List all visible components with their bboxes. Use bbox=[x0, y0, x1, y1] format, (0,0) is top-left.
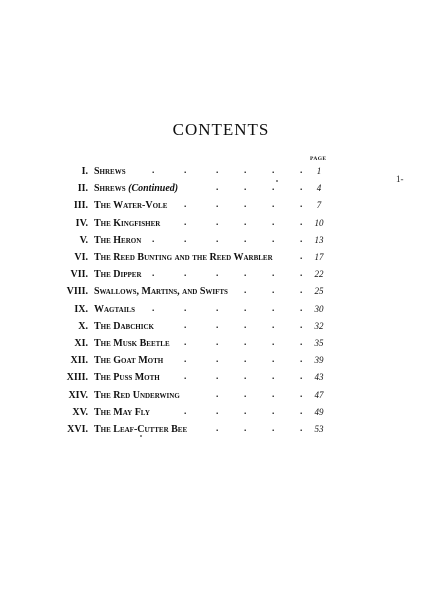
leader-dot: . bbox=[152, 269, 155, 280]
page-number: 4 bbox=[316, 183, 322, 194]
chapter-title bbox=[94, 215, 160, 232]
leader-dot: . bbox=[272, 217, 275, 228]
chapter-title bbox=[94, 318, 154, 335]
chapter-title bbox=[94, 232, 141, 249]
leader-dot: . bbox=[244, 406, 247, 417]
leader-dot: . bbox=[272, 303, 275, 314]
leader-dot: . bbox=[184, 355, 187, 366]
leader-dot: . bbox=[244, 166, 247, 176]
chapter-title-text: The Dipper bbox=[94, 269, 142, 281]
chapter-number: XIV. bbox=[68, 389, 88, 401]
chapter-title bbox=[94, 335, 170, 352]
chapter-number: VII. bbox=[70, 269, 88, 281]
toc-entry bbox=[0, 301, 442, 318]
leader-dot: . bbox=[272, 234, 275, 245]
leader-dot: . bbox=[272, 372, 275, 383]
leader-dot: . bbox=[300, 234, 303, 245]
chapter-number: VI. bbox=[74, 252, 88, 263]
chapter-number: VIII. bbox=[66, 286, 88, 298]
leader-dot: . bbox=[300, 406, 303, 417]
leader-dot: . bbox=[244, 320, 247, 331]
chapter-title-text: Shrews bbox=[94, 166, 126, 177]
leader-dot: . bbox=[244, 338, 247, 348]
leader-dot: . bbox=[272, 320, 275, 331]
leader-dot: . bbox=[272, 406, 275, 417]
chapter-number: XV. bbox=[72, 406, 88, 418]
leader-dot: . bbox=[300, 372, 303, 383]
leader-dot: . bbox=[184, 269, 187, 280]
chapter-title-text: The Goat Moth bbox=[94, 355, 164, 367]
leader-dot: . bbox=[300, 183, 303, 194]
chapter-title bbox=[94, 163, 126, 180]
chapter-number: II. bbox=[77, 183, 88, 195]
chapter-title-text: The Red Underwing bbox=[94, 389, 180, 401]
leader-dot: . bbox=[300, 166, 303, 176]
toc-entry bbox=[0, 163, 442, 180]
page-number: 53 bbox=[314, 424, 324, 434]
leader-dot: . bbox=[216, 303, 219, 314]
chapter-title bbox=[94, 352, 163, 369]
leader-dot: . bbox=[244, 303, 247, 314]
chapter-number: XI. bbox=[74, 338, 88, 349]
chapter-title bbox=[94, 387, 180, 404]
chapter-title bbox=[94, 301, 135, 318]
leader-dot: . bbox=[244, 372, 247, 383]
chapter-title-suffix: (Continued) bbox=[125, 183, 179, 195]
leader-dot: . bbox=[216, 217, 219, 228]
chapter-title bbox=[94, 369, 160, 386]
leader-dot: . bbox=[216, 166, 219, 176]
chapter-title bbox=[94, 180, 178, 197]
page-number: 47 bbox=[314, 389, 324, 400]
toc-entry bbox=[0, 266, 442, 283]
leader-dot: . bbox=[244, 183, 247, 194]
leader-dot: . bbox=[184, 303, 187, 314]
chapter-number: XIII. bbox=[66, 372, 88, 384]
page-number: 25 bbox=[314, 286, 324, 297]
toc-entry bbox=[0, 180, 442, 197]
page-number: 7 bbox=[316, 200, 322, 211]
leader-dot: . bbox=[272, 355, 275, 366]
leader-dot: . bbox=[216, 200, 219, 211]
leader-dot: . bbox=[300, 424, 303, 434]
leader-dot: . bbox=[244, 234, 247, 245]
chapter-number: IX. bbox=[74, 303, 88, 315]
chapter-title-text: The Dabchick bbox=[94, 320, 154, 332]
chapter-number: V. bbox=[79, 234, 88, 246]
leader-dot: . bbox=[184, 372, 187, 383]
leader-dot: . bbox=[216, 338, 219, 348]
leader-dot: . bbox=[272, 389, 275, 400]
page-number: 10 bbox=[314, 217, 324, 228]
toc-entry bbox=[0, 404, 442, 421]
toc-entry bbox=[0, 215, 442, 232]
leader-dot: . bbox=[152, 303, 155, 314]
chapter-title-text: The May Fly bbox=[94, 406, 150, 418]
chapter-title-text: The Puss Moth bbox=[94, 372, 160, 384]
page-number: 1 bbox=[316, 166, 322, 176]
leader-dot: . bbox=[184, 200, 187, 211]
leader-dot: . bbox=[244, 286, 247, 297]
chapter-title bbox=[94, 266, 142, 283]
chapter-title-text: Swallows, Martins, and Swifts bbox=[94, 286, 228, 298]
page-number: 43 bbox=[314, 372, 324, 383]
toc-entry bbox=[0, 249, 442, 266]
leader-dot: . bbox=[184, 338, 187, 348]
leader-dot: . bbox=[216, 183, 219, 194]
leader-dot: . bbox=[300, 286, 303, 297]
chapter-number: I. bbox=[81, 166, 88, 177]
leader-dot: . bbox=[272, 338, 275, 348]
leader-dot: . bbox=[184, 320, 187, 331]
leader-dot: . bbox=[300, 389, 303, 400]
leader-dot: . bbox=[184, 166, 187, 176]
page-number: 32 bbox=[314, 320, 324, 331]
leader-dot: . bbox=[244, 200, 247, 211]
leader-dot: . bbox=[244, 424, 247, 434]
leader-dot: . bbox=[272, 269, 275, 280]
leader-dot: . bbox=[216, 424, 219, 434]
chapter-number: IV. bbox=[75, 217, 88, 229]
leader-dot: . bbox=[216, 234, 219, 245]
chapter-title-text: The Reed Bunting and the Reed Warbler bbox=[94, 252, 273, 263]
toc-entry bbox=[0, 387, 442, 404]
leader-dot: . bbox=[184, 217, 187, 228]
toc-entry bbox=[0, 283, 442, 300]
toc-entry bbox=[0, 232, 442, 249]
page-number: 49 bbox=[314, 406, 324, 417]
chapter-title bbox=[94, 283, 228, 300]
leader-dot: . bbox=[244, 355, 247, 366]
toc-entry bbox=[0, 197, 442, 214]
chapter-number: X. bbox=[78, 320, 88, 332]
page-number: 13 bbox=[314, 234, 324, 245]
toc-entry bbox=[0, 318, 442, 335]
page-column-label: PAGE bbox=[310, 156, 327, 162]
leader-dot: . bbox=[272, 424, 275, 434]
leader-dot: . bbox=[272, 286, 275, 297]
toc-entry bbox=[0, 421, 442, 438]
leader-dot: . bbox=[300, 269, 303, 280]
contents-heading: CONTENTS bbox=[172, 120, 270, 139]
leader-dot: . bbox=[300, 200, 303, 211]
leader-dot: . bbox=[184, 406, 187, 417]
leader-dot: . bbox=[300, 338, 303, 348]
toc-entry bbox=[0, 335, 442, 352]
leader-dot: . bbox=[184, 234, 187, 245]
chapter-title-text: The Water-Vole bbox=[94, 200, 168, 212]
chapter-title bbox=[94, 249, 273, 266]
leader-dot: . bbox=[216, 389, 219, 400]
leader-dot: . bbox=[152, 166, 155, 176]
chapter-title-text: The Leaf-Cutter Bee bbox=[94, 424, 188, 435]
page-number: 35 bbox=[314, 338, 324, 348]
chapter-title-text: Wagtails bbox=[94, 303, 135, 315]
chapter-number: XII. bbox=[70, 355, 88, 367]
leader-dot: . bbox=[216, 269, 219, 280]
toc-entry bbox=[0, 369, 442, 386]
leader-dot: . bbox=[272, 183, 275, 194]
leader-dot: . bbox=[300, 320, 303, 331]
leader-dot: . bbox=[300, 217, 303, 228]
chapter-title-text: Shrews bbox=[94, 183, 126, 195]
leader-dot: . bbox=[300, 303, 303, 314]
chapter-title bbox=[94, 404, 150, 421]
paper-speck bbox=[276, 180, 278, 182]
chapter-title bbox=[94, 197, 167, 214]
leader-dot: . bbox=[244, 217, 247, 228]
page-number: 30 bbox=[314, 303, 324, 314]
page-number: 17 bbox=[314, 252, 324, 262]
chapter-number: III. bbox=[73, 200, 88, 212]
page-number: 39 bbox=[314, 355, 324, 366]
leader-dot: . bbox=[216, 355, 219, 366]
leader-dot: . bbox=[244, 389, 247, 400]
chapter-title-text: The Musk Beetle bbox=[94, 338, 170, 349]
leader-dot: . bbox=[300, 252, 303, 262]
leader-dot: . bbox=[152, 234, 155, 245]
toc-entry bbox=[0, 352, 442, 369]
chapter-title-text: The Kingfisher bbox=[94, 217, 161, 229]
leader-dot: . bbox=[272, 166, 275, 176]
page-number: 22 bbox=[314, 269, 324, 280]
stray-mark: 1- bbox=[396, 174, 404, 184]
chapter-title-text: The Heron bbox=[94, 234, 142, 246]
chapter-number: XVI. bbox=[67, 424, 88, 435]
leader-dot: . bbox=[216, 372, 219, 383]
paper-speck bbox=[140, 435, 142, 437]
leader-dot: . bbox=[300, 355, 303, 366]
leader-dot: . bbox=[272, 200, 275, 211]
leader-dot: . bbox=[216, 320, 219, 331]
leader-dot: . bbox=[244, 269, 247, 280]
leader-dot: . bbox=[216, 406, 219, 417]
